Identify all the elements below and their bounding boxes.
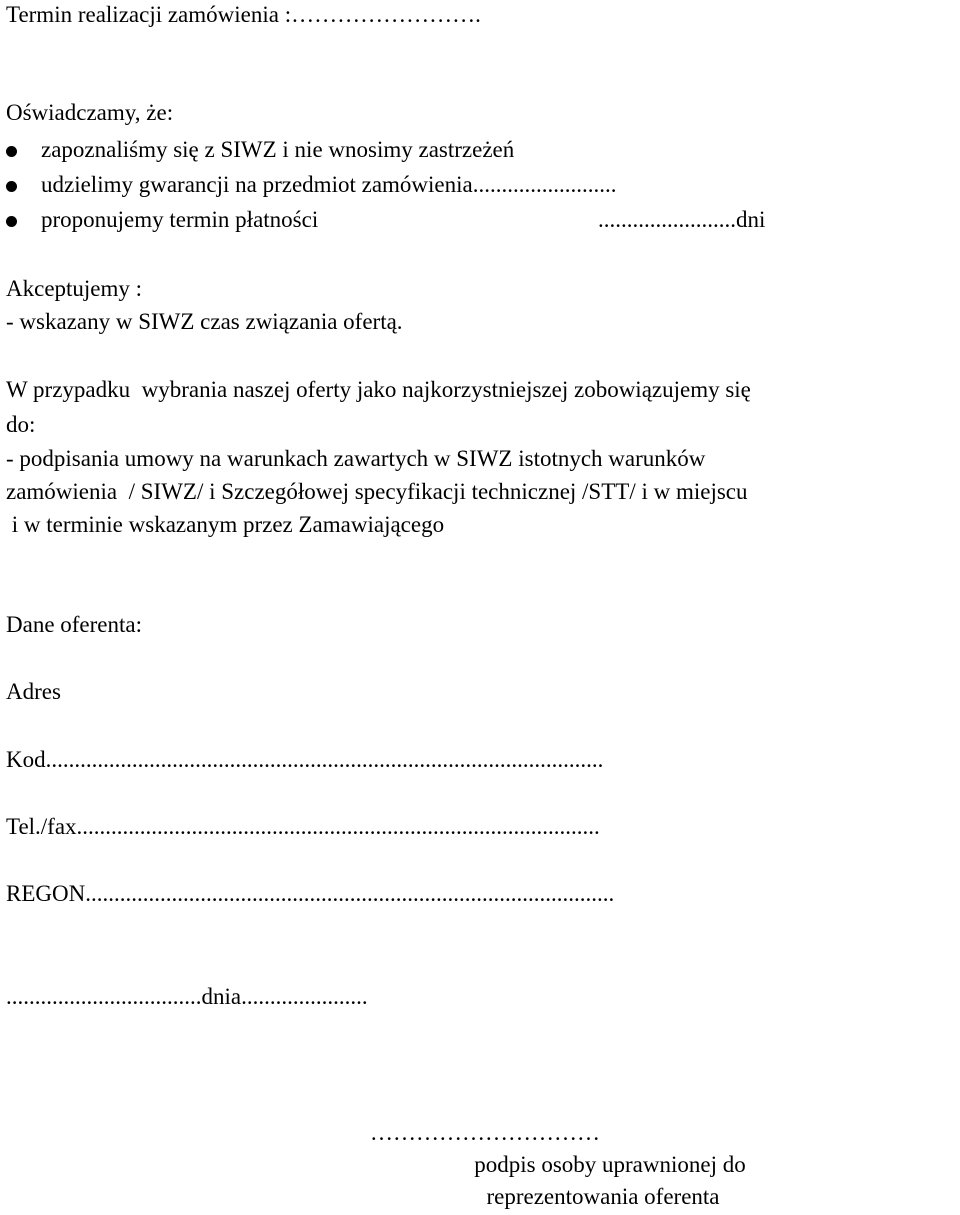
deadline-line: Termin realizacji zamówienia :……………………. xyxy=(6,2,481,27)
code-line: Kod................................................................................................. xyxy=(6,747,604,772)
declare-heading: Oświadczamy, że: xyxy=(6,100,174,125)
regon-line: REGON............................................................................................ xyxy=(6,881,615,906)
bullet-text: proponujemy termin płatności xyxy=(41,207,319,232)
obligation-line: zamówienia / SIWZ/ i Szczegółowej specyfikacji technicznej /STT/ i w miejscu xyxy=(6,479,748,504)
payment-term-fill: ........................dni xyxy=(598,207,766,232)
date-line: ..................................dnia...................... xyxy=(6,984,368,1009)
obligation-line: W przypadku wybrania naszej oferty jako najkorzystniejszej zobowiązujemy się xyxy=(6,377,751,402)
telfax-line: Tel./fax........................................................................................... xyxy=(6,814,600,839)
obligation-line: i w terminie wskazanym przez Zamawiającego xyxy=(6,512,445,537)
signature-caption-line: podpis osoby uprawnionej do xyxy=(474,1152,746,1177)
bullet-text: zapoznaliśmy się z SIWZ i nie wnosimy zastrzeżeń xyxy=(41,137,515,162)
obligation-line: - podpisania umowy na warunkach zawartych w SIWZ istotnych warunków xyxy=(6,446,706,471)
signature-caption-line: reprezentowania oferenta xyxy=(486,1184,720,1209)
obligation-line: do: xyxy=(6,412,36,437)
bullet-text: udzielimy gwarancji na przedmiot zamówienia......................... xyxy=(41,172,617,197)
bullet-icon xyxy=(6,216,17,227)
bullet-icon xyxy=(6,146,17,157)
bidder-heading: Dane oferenta: xyxy=(6,612,143,637)
address-label: Adres xyxy=(6,679,61,704)
bullet-icon xyxy=(6,181,17,192)
signature-dots: ………………………… xyxy=(370,1120,600,1145)
accept-heading: Akceptujemy : xyxy=(6,276,143,301)
accept-item: - wskazany w SIWZ czas związania ofertą. xyxy=(6,309,403,334)
